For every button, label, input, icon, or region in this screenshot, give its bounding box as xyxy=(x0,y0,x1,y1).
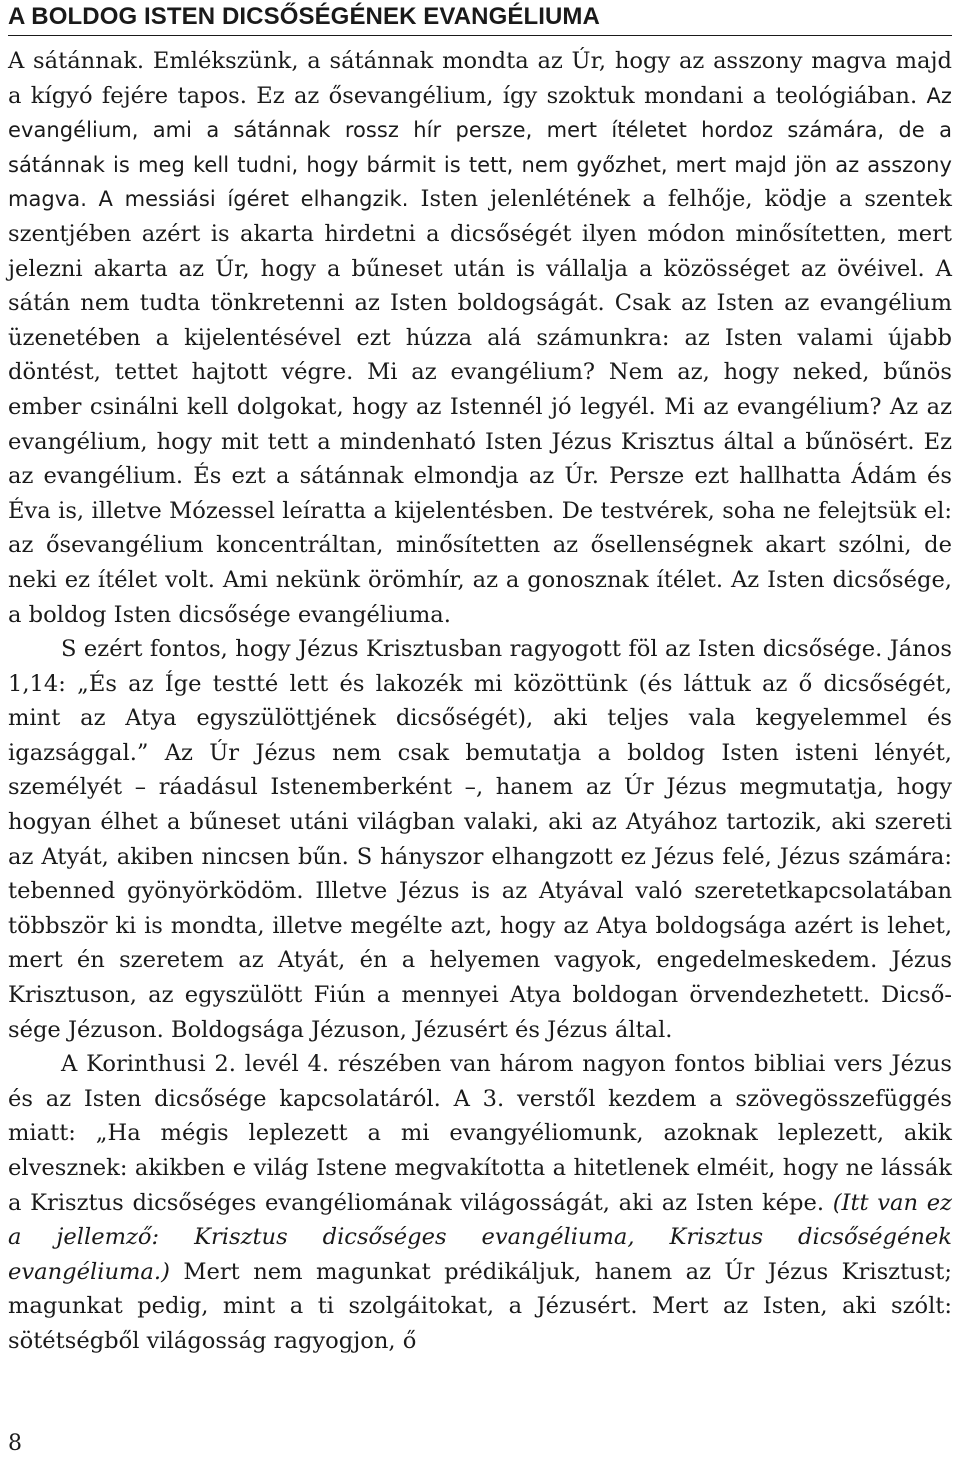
text-segment-sans: Az evangélium, ami a sátánnak rossz hír persze, mert ítéletet hordoz számára, de a sátánnak is meg kell tudni, hogy bármit is tett, nem győzhet, mert majd jön az asszony magva. A messiási ígéret elhangzik. xyxy=(8,83,952,212)
text-segment-italic: (Itt van ez a jellemző: Krisztus dicsőséges evangéliuma, Krisztus dicsőségének evangéliuma.) xyxy=(8,1189,953,1285)
text-segment: A Korinthusi 2. levél 4. részében van három nagyon fontos bibliai vers Jézus és az Isten dicsősége kapcsolatáról. A 3. verstől kezdem a szövegösszefüggés miatt: „Ha mégis leplezett a mi evangyéliomunk, azoknak leplezett, akik elvesznek: akikben e világ Istene megvakította a hitetlenek elméit, hogy ne lássák a Krisztus dicsőséges evangéliomának világosságát, aki az Isten képe. xyxy=(8,1051,952,1216)
page-number: 8 xyxy=(8,1431,22,1456)
text-segment: Isten jelenlétének a felhője, ködje a szentek szentjében azért is akarta hirdetni a dicsőségét ilyen módon minősítetten, mert jelezni akarta az Úr, hogy a bűneset után is vállalja a közösséget az övéivel. A sátán nem tudta tönkretenni az Isten boldogságát. Csak az Isten az evangélium üzenetében a kijelentésével ezt húzza alá számunkra: az Isten valami újabb döntést, tettet hajtott végre. Mi az evangélium? Nem az, hogy neked, bűnös ember csinálni kell dolgokat, hogy az Istennél jó legyél. Mi az evangélium? Az az evangélium, hogy mit tett a mindenható Isten Jézus Krisztus által a bűnösért. Ez az evangélium. És ezt a sátánnak elmondja az Úr. Persze ezt hallhatta Ádám és Éva is, illetve Mózessel leíratta a kijelentésben. De testvérek, soha ne felejtsük el: az ősevangélium koncentráltan, minősítetten az ősellenségnek akart szólni, de neki ez ítélet volt. Ami nekünk örömhír, az a gonosznak ítélet. Az Isten dicsősége, a boldog Isten dicsősége evangéliuma. xyxy=(8,186,952,628)
text-segment: A sátánnak. Emlékszünk, a sátánnak mondta az Úr, hogy az asszony magva majd a kígyó fejére tapos. Ez az ősevangélium, így szoktuk mondani a teológiában. xyxy=(8,48,952,109)
text-segment: Mert nem magunkat prédikáljuk, hanem az Úr Jézus Krisztust; magunkat pedig, mint a ti szolgáitokat, a Jézusért. Mert az Isten, aki szólt: sötétségből világosság ragyogjon, ő xyxy=(8,1258,952,1354)
paragraph-3 xyxy=(8,1047,952,1358)
paragraph-2 xyxy=(8,632,952,1047)
body-text xyxy=(8,44,952,1359)
running-header: A BOLDOG ISTEN DICSŐSÉGÉNEK EVANGÉLIUMA xyxy=(8,2,952,36)
text-segment: S ezért fontos, hogy Jézus Krisztusban ragyogott föl az Isten dicsősége. János 1,14: „És az Íge testté lett és lakozék mi közöttünk (és láttuk az ő dicsőségét, mint az Atya egyszülöttjének dicsőségét), aki teljes vala kegyelemmel és igazsággal.” Az Úr Jézus nem csak bemutatja a boldog Isten isteni lényét, személyét – ráadásul Istenemberként –, hanem az Úr Jézus megmutatja, hogy hogyan élhet a bűneset utáni világban valaki, aki az Atyához tartozik, aki szereti az Atyát, akiben nincsen bűn. S hányszor elhangzott ez Jézus felé, Jézus számára: tebenned gyönyörködöm. Illetve Jézus is az Atyával való szeretetkapcsolatában többször ki is mondta, illetve megélte azt, hogy az Atya boldogsága azért is lehet, mert én szeretem az Atyát, én a helyemen vagyok, engedelmeskedem. Jézus Krisztuson, az egyszülött Fiún a mennyei Atya boldogan örvendezhetett. Dicsősége Jézuson. Boldogsága Jézuson, Jézusért és Jézus által. xyxy=(8,636,952,1043)
document-page xyxy=(8,0,952,1465)
paragraph-1 xyxy=(8,44,952,632)
